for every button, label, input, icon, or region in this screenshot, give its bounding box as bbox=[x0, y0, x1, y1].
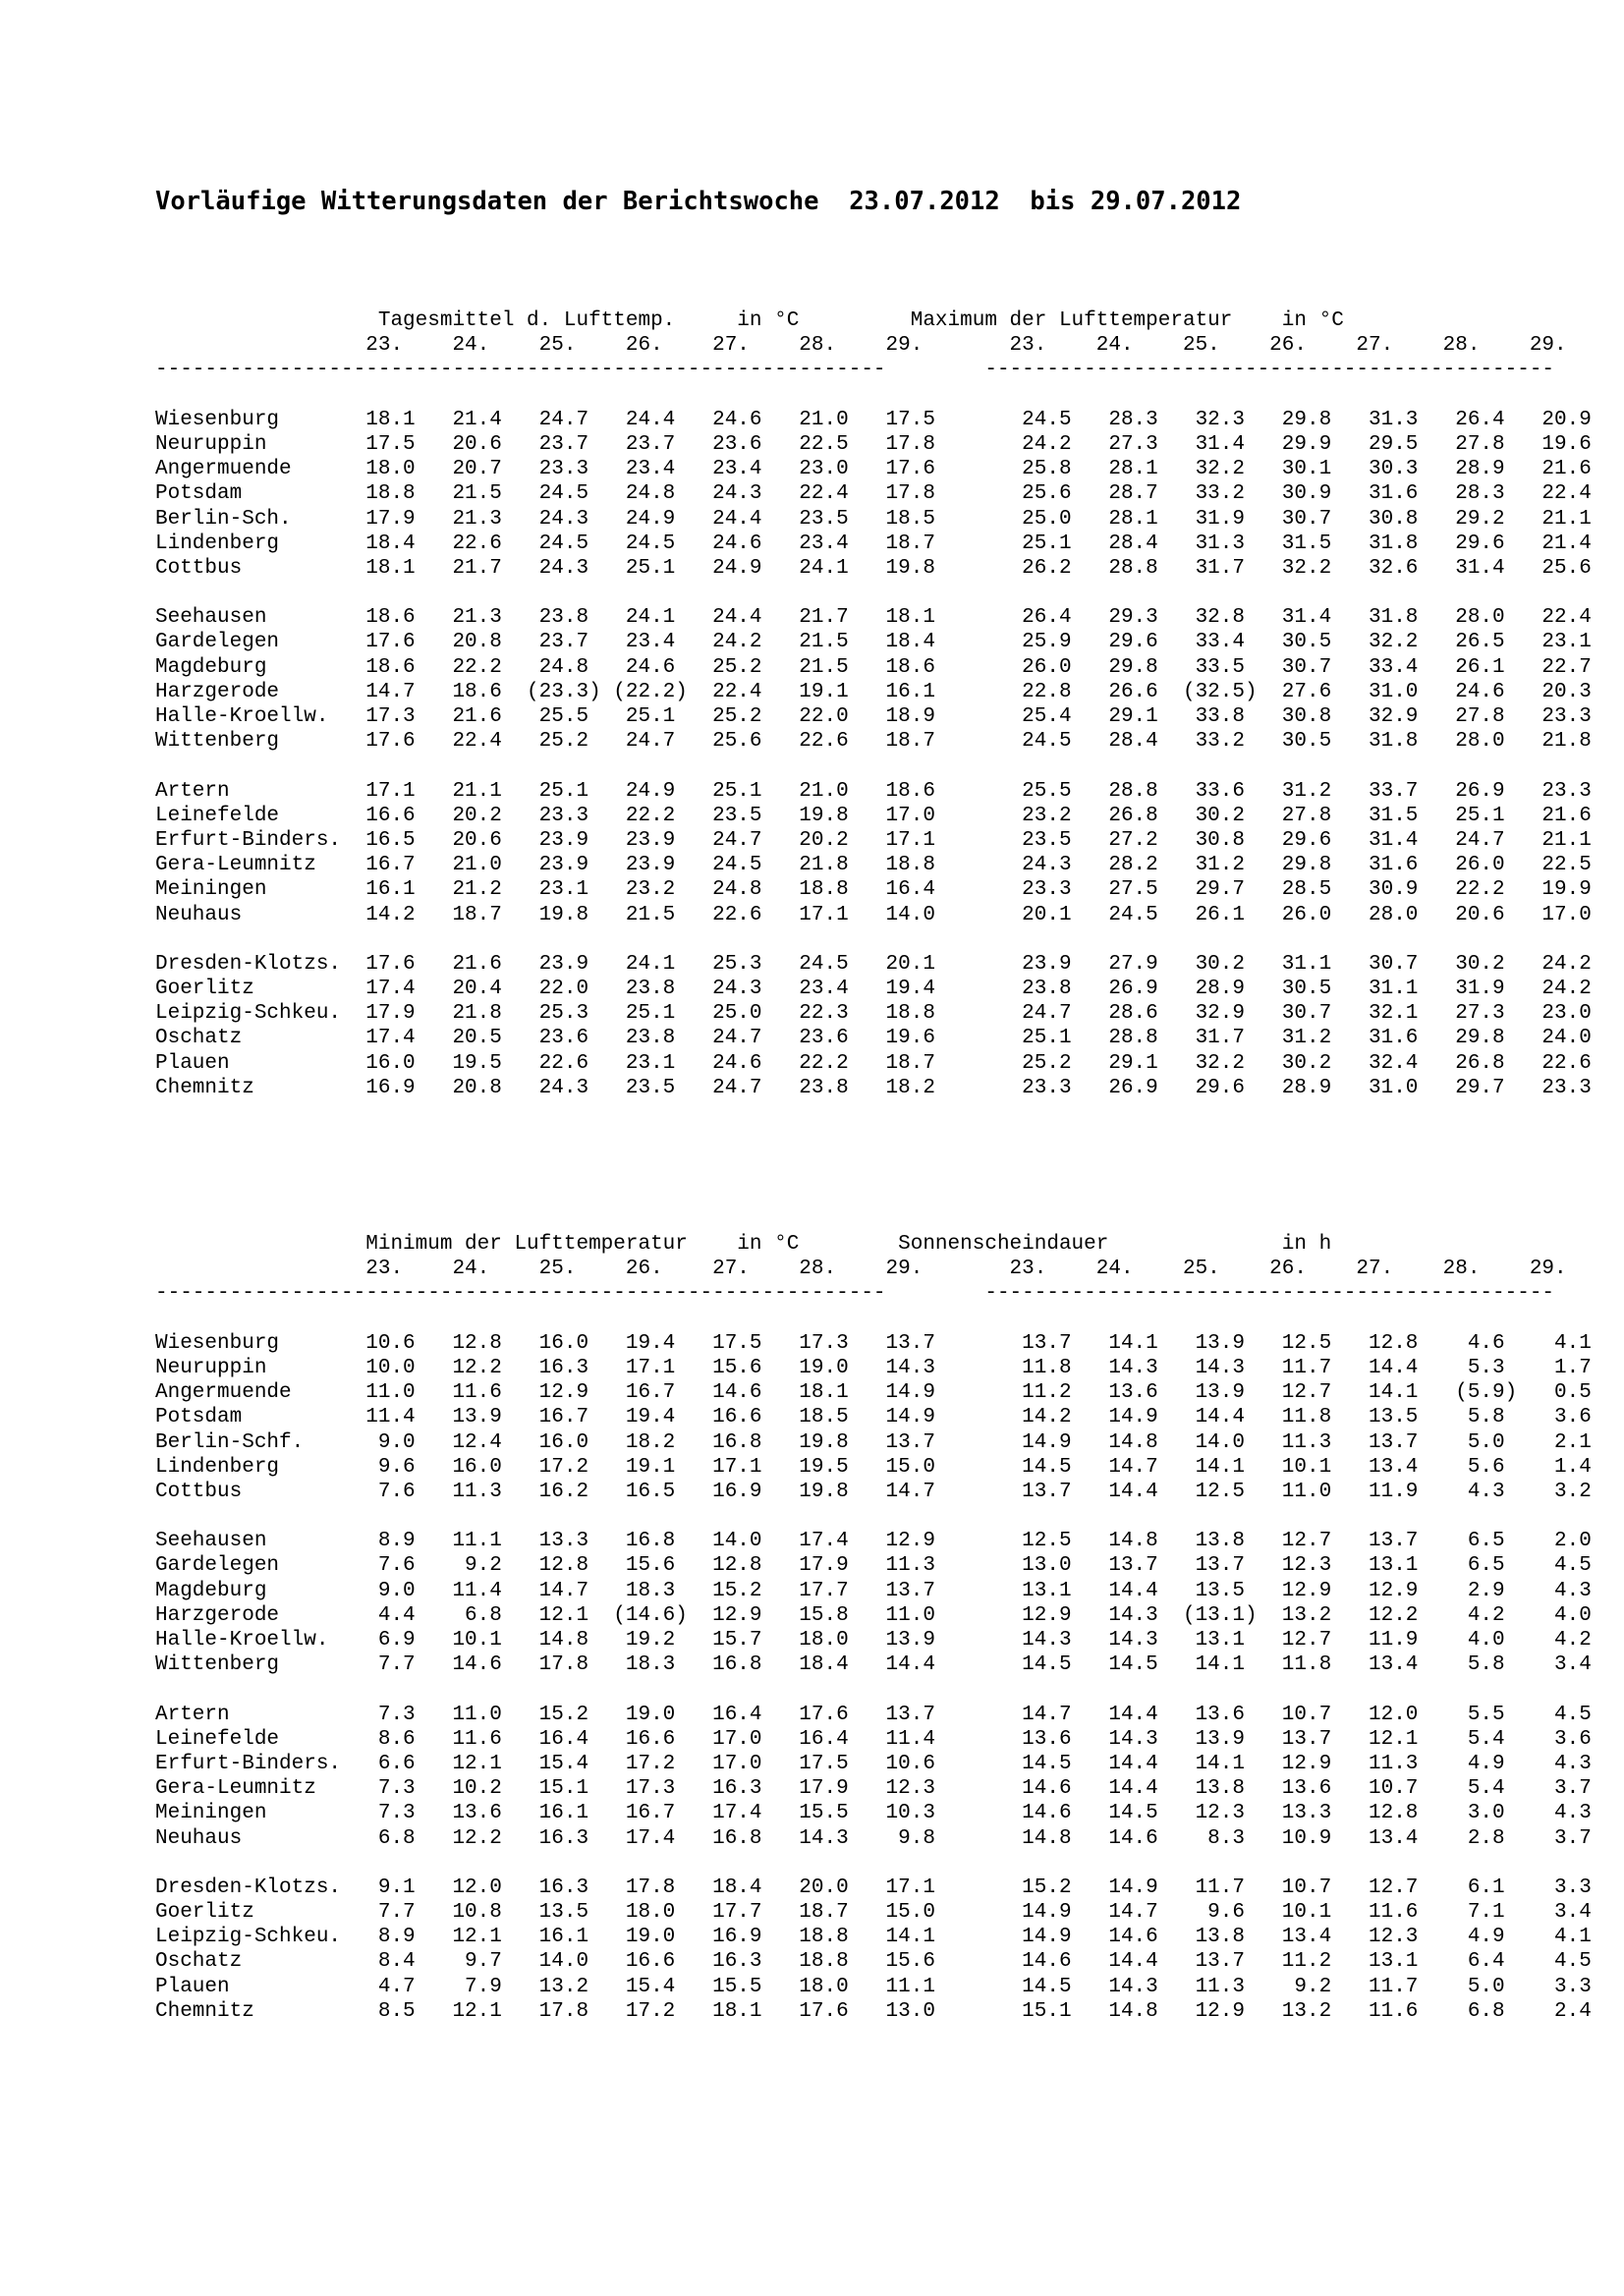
station-row: Oschatz 8.4 9.7 14.0 16.6 16.3 18.8 15.6 14.6 14.4 13.7 11.2 13.1 6.4 4.5 bbox=[155, 1950, 1592, 1974]
station-row: Goerlitz 7.7 10.8 13.5 18.0 17.7 18.7 15.0 14.9 14.7 9.6 10.1 11.6 7.1 3.4 bbox=[155, 1901, 1592, 1925]
station-row: Gera-Leumnitz 16.7 21.0 23.9 23.9 24.5 21.8 18.8 24.3 28.2 31.2 29.8 31.6 26.0 22.5 bbox=[155, 854, 1592, 877]
station-row: Goerlitz 17.4 20.4 22.0 23.8 24.3 23.4 19.4 23.8 26.9 28.9 30.5 31.1 31.9 24.2 bbox=[155, 978, 1592, 1001]
station-row: Neuruppin 17.5 20.6 23.7 23.7 23.6 22.5 17.8 24.2 27.3 31.4 29.9 29.5 27.8 19.6 bbox=[155, 432, 1592, 456]
station-row: Cottbus 7.6 11.3 16.2 16.5 16.9 19.8 14.7 13.7 14.4 12.5 11.0 11.9 4.3 3.2 bbox=[155, 1480, 1592, 1503]
station-row: Gera-Leumnitz 7.3 10.2 15.1 17.3 16.3 17.9 12.3 14.6 14.4 13.8 13.6 10.7 5.4 3.7 bbox=[155, 1777, 1592, 1801]
spacer bbox=[155, 1307, 1592, 1331]
station-row: Erfurt-Binders. 6.6 12.1 15.4 17.2 17.0 17.5 10.6 14.5 14.4 14.1 12.9 11.3 4.9 4.3 bbox=[155, 1752, 1592, 1775]
station-row: Gardelegen 17.6 20.8 23.7 23.4 24.2 21.5 18.4 25.9 29.6 33.4 30.5 32.2 26.5 23.1 bbox=[155, 631, 1592, 654]
station-row: Berlin-Schf. 9.0 12.4 16.0 18.2 16.8 19.8 13.7 14.9 14.8 14.0 11.3 13.7 5.0 2.1 bbox=[155, 1430, 1592, 1454]
table-header-line: 23. 24. 25. 26. 27. 28. 29. 23. 24. 25. 26. 27. 28. 29. bbox=[155, 1258, 1567, 1281]
station-row: Erfurt-Binders. 16.5 20.6 23.9 23.9 24.7 20.2 17.1 23.5 27.2 30.8 29.6 31.4 24.7 21.1 bbox=[155, 828, 1592, 852]
station-row: Potsdam 11.4 13.9 16.7 19.4 16.6 18.5 14.9 14.2 14.9 14.4 11.8 13.5 5.8 3.6 bbox=[155, 1406, 1592, 1429]
table-header-line: Tagesmittel d. Lufttemp. in °C Maximum der Lufttemperatur in °C bbox=[155, 309, 1344, 332]
station-row: Neuhaus 6.8 12.2 16.3 17.4 16.8 14.3 9.8 14.8 14.6 8.3 10.9 13.4 2.8 3.7 bbox=[155, 1826, 1592, 1850]
group-spacer bbox=[155, 1851, 1592, 1876]
station-row: Meiningen 16.1 21.2 23.1 23.2 24.8 18.8 16.4 23.3 27.5 29.7 28.5 30.9 22.2 19.9 bbox=[155, 878, 1592, 902]
group-spacer bbox=[155, 581, 1592, 605]
minimum-temperature-sunshine-table bbox=[155, 1232, 1592, 2024]
station-row: Lindenberg 18.4 22.6 24.5 24.5 24.6 23.4 18.7 25.1 28.4 31.3 31.5 31.8 29.6 21.4 bbox=[155, 532, 1592, 555]
table-header-line: 23. 24. 25. 26. 27. 28. 29. 23. 24. 25. 26. 27. 28. 29. bbox=[155, 334, 1567, 358]
station-row: Neuruppin 10.0 12.2 16.3 17.1 15.6 19.0 14.3 11.8 14.3 14.3 11.7 14.4 5.3 1.7 bbox=[155, 1356, 1592, 1379]
station-row: Cottbus 18.1 21.7 24.3 25.1 24.9 24.1 19.8 26.2 28.8 31.7 32.2 32.6 31.4 25.6 bbox=[155, 556, 1592, 580]
air-temperature-table bbox=[155, 308, 1592, 1100]
station-row: Wittenberg 7.7 14.6 17.8 18.3 16.8 18.4 14.4 14.5 14.5 14.1 11.8 13.4 5.8 3.4 bbox=[155, 1653, 1592, 1677]
spacer bbox=[155, 383, 1592, 408]
station-row: Chemnitz 8.5 12.1 17.8 17.2 18.1 17.6 13.0 15.1 14.8 12.9 13.2 11.6 6.8 2.4 bbox=[155, 1999, 1592, 2023]
station-row: Meiningen 7.3 13.6 16.1 16.7 17.4 15.5 10.3 14.6 14.5 12.3 13.3 12.8 3.0 4.3 bbox=[155, 1802, 1592, 1825]
station-row: Magdeburg 18.6 22.2 24.8 24.6 25.2 21.5 18.6 26.0 29.8 33.5 30.7 33.4 26.1 22.7 bbox=[155, 655, 1592, 679]
group-spacer bbox=[155, 927, 1592, 952]
group-spacer bbox=[155, 1677, 1592, 1702]
station-row: Seehausen 18.6 21.3 23.8 24.1 24.4 21.7 18.1 26.4 29.3 32.8 31.4 31.8 28.0 22.4 bbox=[155, 606, 1592, 630]
table-header-line: Minimum der Lufttemperatur in °C Sonnenscheindauer in h bbox=[155, 1233, 1332, 1256]
group-spacer bbox=[155, 1504, 1592, 1529]
header-rule: ----------------------------------------------------------- ---------------------------------------------- bbox=[155, 1282, 1555, 1306]
station-row: Halle-Kroellw. 6.9 10.1 14.8 19.2 15.7 18.0 13.9 14.3 14.3 13.1 12.7 11.9 4.0 4.2 bbox=[155, 1629, 1592, 1652]
station-row: Leinefelde 16.6 20.2 23.3 22.2 23.5 19.8 17.0 23.2 26.8 30.2 27.8 31.5 25.1 21.6 bbox=[155, 804, 1592, 827]
station-row: Oschatz 17.4 20.5 23.6 23.8 24.7 23.6 19.6 25.1 28.8 31.7 31.2 31.6 29.8 24.0 bbox=[155, 1027, 1592, 1050]
station-row: Gardelegen 7.6 9.2 12.8 15.6 12.8 17.9 11.3 13.0 13.7 13.7 12.3 13.1 6.5 4.5 bbox=[155, 1554, 1592, 1578]
station-row: Wittenberg 17.6 22.4 25.2 24.7 25.6 22.6 18.7 24.5 28.4 33.2 30.5 31.8 28.0 21.8 bbox=[155, 730, 1592, 754]
station-row: Harzgerode 14.7 18.6 (23.3) (22.2) 22.4 19.1 16.1 22.8 26.6 (32.5) 27.6 31.0 24.6 20.3 bbox=[155, 680, 1592, 703]
station-row: Leipzig-Schkeu. 17.9 21.8 25.3 25.1 25.0 22.3 18.8 24.7 28.6 32.9 30.7 32.1 27.3 23.0 bbox=[155, 1002, 1592, 1026]
station-row: Plauen 16.0 19.5 22.6 23.1 24.6 22.2 18.7 25.2 29.1 32.2 30.2 32.4 26.8 22.6 bbox=[155, 1051, 1592, 1075]
station-row: Berlin-Sch. 17.9 21.3 24.3 24.9 24.4 23.5 18.5 25.0 28.1 31.9 30.7 30.8 29.2 21.1 bbox=[155, 507, 1592, 531]
station-row: Angermuende 11.0 11.6 12.9 16.7 14.6 18.1 14.9 11.2 13.6 13.9 12.7 14.1 (5.9) 0.5 bbox=[155, 1381, 1592, 1405]
station-row: Chemnitz 16.9 20.8 24.3 23.5 24.7 23.8 18.2 23.3 26.9 29.6 28.9 31.0 29.7 23.3 bbox=[155, 1076, 1592, 1099]
station-row: Artern 17.1 21.1 25.1 24.9 25.1 21.0 18.6 25.5 28.8 33.6 31.2 33.7 26.9 23.3 bbox=[155, 779, 1592, 803]
station-row: Dresden-Klotzs. 9.1 12.0 16.3 17.8 18.4 20.0 17.1 15.2 14.9 11.7 10.7 12.7 6.1 3.3 bbox=[155, 1876, 1592, 1899]
station-row: Magdeburg 9.0 11.4 14.7 18.3 15.2 17.7 13.7 13.1 14.4 13.5 12.9 12.9 2.9 4.3 bbox=[155, 1579, 1592, 1602]
station-row: Harzgerode 4.4 6.8 12.1 (14.6) 12.9 15.8 11.0 12.9 14.3 (13.1) 13.2 12.2 4.2 4.0 bbox=[155, 1603, 1592, 1627]
header-rule: ----------------------------------------------------------- ---------------------------------------------- bbox=[155, 359, 1555, 382]
station-row: Dresden-Klotzs. 17.6 21.6 23.9 24.1 25.3 24.5 20.1 23.9 27.9 30.2 31.1 30.7 30.2 24.2 bbox=[155, 952, 1592, 976]
station-row: Leinefelde 8.6 11.6 16.4 16.6 17.0 16.4 11.4 13.6 14.3 13.9 13.7 12.1 5.4 3.6 bbox=[155, 1727, 1592, 1751]
group-spacer bbox=[155, 754, 1592, 778]
station-row: Leipzig-Schkeu. 8.9 12.1 16.1 19.0 16.9 18.8 14.1 14.9 14.6 13.8 13.4 12.3 4.9 4.1 bbox=[155, 1926, 1592, 1949]
station-row: Seehausen 8.9 11.1 13.3 16.8 14.0 17.4 12.9 12.5 14.8 13.8 12.7 13.7 6.5 2.0 bbox=[155, 1530, 1592, 1553]
station-row: Halle-Kroellw. 17.3 21.6 25.5 25.1 25.2 22.0 18.9 25.4 29.1 33.8 30.8 32.9 27.8 23.3 bbox=[155, 705, 1592, 728]
station-row: Neuhaus 14.2 18.7 19.8 21.5 22.6 17.1 14.0 20.1 24.5 26.1 26.0 28.0 20.6 17.0 bbox=[155, 903, 1592, 926]
station-row: Lindenberg 9.6 16.0 17.2 19.1 17.1 19.5 15.0 14.5 14.7 14.1 10.1 13.4 5.6 1.4 bbox=[155, 1455, 1592, 1479]
station-row: Wiesenburg 18.1 21.4 24.7 24.4 24.6 21.0 17.5 24.5 28.3 32.3 29.8 31.3 26.4 20.9 bbox=[155, 408, 1592, 431]
document-title: Vorläufige Witterungsdaten der Berichtswoche 23.07.2012 bis 29.07.2012 bbox=[155, 187, 1242, 216]
station-row: Plauen 4.7 7.9 13.2 15.4 15.5 18.0 11.1 14.5 14.3 11.3 9.2 11.7 5.0 3.3 bbox=[155, 1975, 1592, 1998]
station-row: Artern 7.3 11.0 15.2 19.0 16.4 17.6 13.7 14.7 14.4 13.6 10.7 12.0 5.5 4.5 bbox=[155, 1703, 1592, 1726]
station-row: Wiesenburg 10.6 12.8 16.0 19.4 17.5 17.3 13.7 13.7 14.1 13.9 12.5 12.8 4.6 4.1 bbox=[155, 1331, 1592, 1355]
station-row: Angermuende 18.0 20.7 23.3 23.4 23.4 23.0 17.6 25.8 28.1 32.2 30.1 30.3 28.9 21.6 bbox=[155, 458, 1592, 481]
station-row: Potsdam 18.8 21.5 24.5 24.8 24.3 22.4 17.8 25.6 28.7 33.2 30.9 31.6 28.3 22.4 bbox=[155, 482, 1592, 506]
